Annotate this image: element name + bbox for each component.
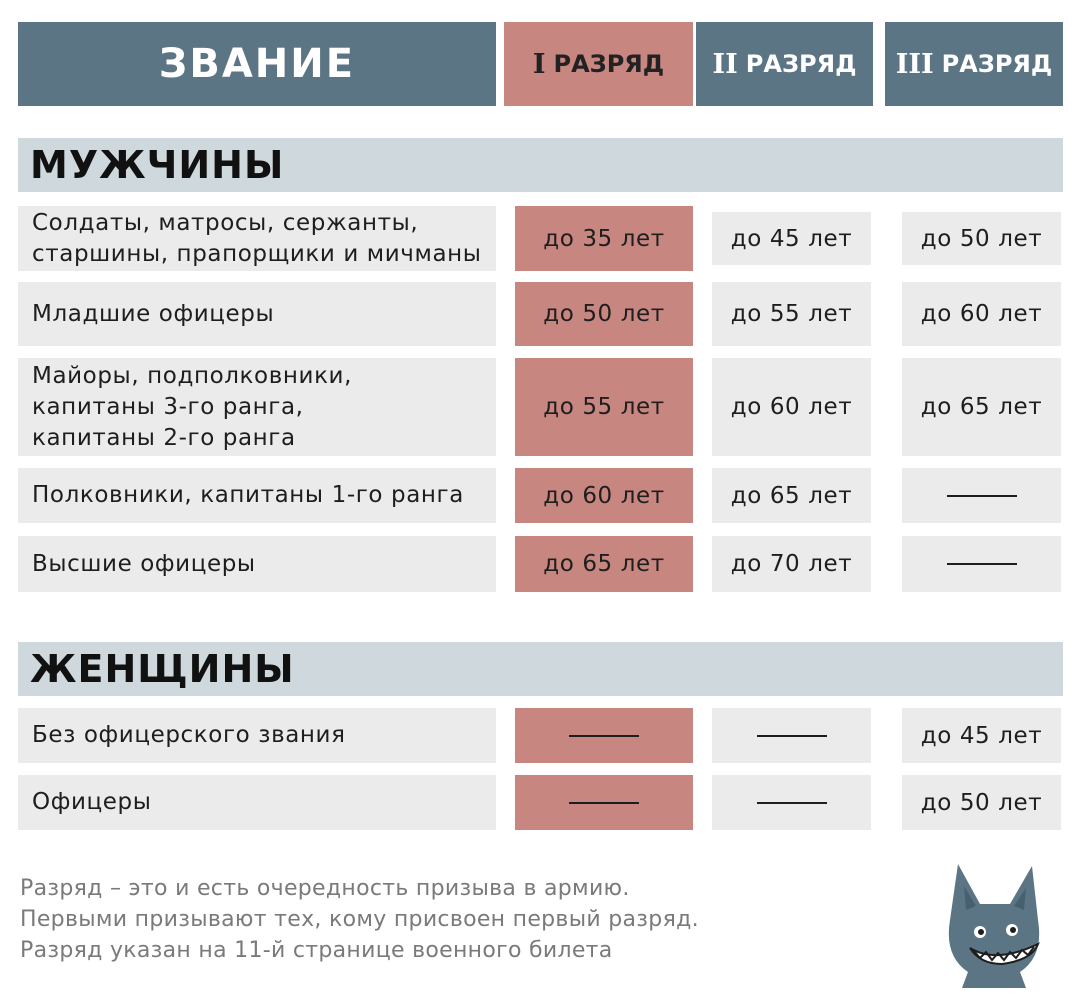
- women-section-header: [18, 642, 1063, 696]
- category-2-numeral: II: [712, 48, 738, 80]
- category-1-cell: [515, 708, 693, 763]
- category-3-label: РАЗРЯД: [941, 50, 1053, 78]
- category-3-cell: до 60 лет: [902, 282, 1061, 346]
- footnote-line: Разряд указан на 11-й странице военного билета: [20, 938, 613, 963]
- category-1-cell: [515, 775, 693, 830]
- rank-line: Полковники, капитаны 1-го ранга: [32, 482, 464, 508]
- dash-mark: [947, 563, 1017, 565]
- category-3-cell: [902, 536, 1061, 592]
- table-row: [0, 775, 1080, 830]
- rank-cell: [18, 708, 496, 763]
- rank-line: Без офицерского звания: [32, 722, 346, 748]
- table-row: [0, 468, 1080, 523]
- rank-line: капитаны 2-го ранга: [32, 424, 296, 451]
- rank-cell: [18, 468, 496, 523]
- category-2-label: РАЗРЯД: [745, 50, 857, 78]
- category-2-cell: до 70 лет: [712, 536, 871, 592]
- category-1-header: [504, 22, 693, 106]
- dash-mark: [947, 495, 1017, 497]
- rank-cell: [18, 536, 496, 592]
- rank-line: Младшие офицеры: [32, 300, 275, 327]
- rank-line: капитаны 3-го ранга,: [32, 393, 304, 420]
- category-2-cell: до 60 лет: [712, 358, 871, 456]
- category-3-cell: до 45 лет: [902, 708, 1061, 763]
- footnote-line: Первыми призывают тех, кому присвоен первый разряд.: [20, 907, 699, 932]
- category-3-cell: [902, 468, 1061, 523]
- table-row: [0, 206, 1080, 271]
- category-1-label: РАЗРЯД: [553, 50, 665, 78]
- category-1-cell: до 35 лет: [515, 206, 693, 271]
- table-row: [0, 282, 1080, 346]
- rank-column-header: [18, 22, 496, 106]
- rank-line: Высшие офицеры: [32, 550, 256, 577]
- rank-cell: [18, 775, 496, 830]
- category-2-cell: до 65 лет: [712, 468, 871, 523]
- rank-column-title: ЗВАНИЕ: [158, 41, 356, 87]
- category-3-cell: до 50 лет: [902, 775, 1061, 830]
- category-1-cell: до 65 лет: [515, 536, 693, 592]
- footnote: [20, 873, 699, 966]
- footnote-line: Разряд – это и есть очередность призыва в армию.: [20, 876, 630, 901]
- category-3-cell: до 50 лет: [902, 212, 1061, 265]
- category-3-cell: до 65 лет: [902, 358, 1061, 456]
- table-row: [0, 536, 1080, 592]
- women-section-title: ЖЕНЩИНЫ: [30, 647, 295, 691]
- category-1-cell: до 55 лет: [515, 358, 693, 456]
- category-2-cell: [712, 708, 871, 763]
- category-1-numeral: I: [532, 48, 546, 80]
- men-section-title: МУЖЧИНЫ: [30, 143, 285, 187]
- dash-mark: [757, 802, 827, 804]
- rank-line: Солдаты, матросы, сержанты,: [32, 209, 419, 236]
- category-1-cell: до 60 лет: [515, 468, 693, 523]
- category-2-cell: [712, 775, 871, 830]
- dash-mark: [569, 802, 639, 804]
- rank-line: старшины, прапорщики и мичманы: [32, 240, 482, 267]
- category-2-cell: до 45 лет: [712, 212, 871, 265]
- rank-cell: [18, 282, 496, 346]
- category-3-numeral: III: [895, 48, 934, 80]
- rank-line: Майоры, подполковники,: [32, 362, 353, 389]
- table-row: [0, 358, 1080, 456]
- table-row: [0, 708, 1080, 763]
- rank-cell: [18, 358, 496, 456]
- category-2-cell: до 55 лет: [712, 282, 871, 346]
- category-2-header: [696, 22, 873, 106]
- category-3-header: [885, 22, 1063, 106]
- fox-mascot-icon: [940, 860, 1050, 988]
- category-1-cell: до 50 лет: [515, 282, 693, 346]
- dash-mark: [757, 735, 827, 737]
- dash-mark: [569, 735, 639, 737]
- rank-cell: [18, 206, 496, 271]
- men-section-header: [18, 138, 1063, 192]
- rank-line: Офицеры: [32, 789, 152, 815]
